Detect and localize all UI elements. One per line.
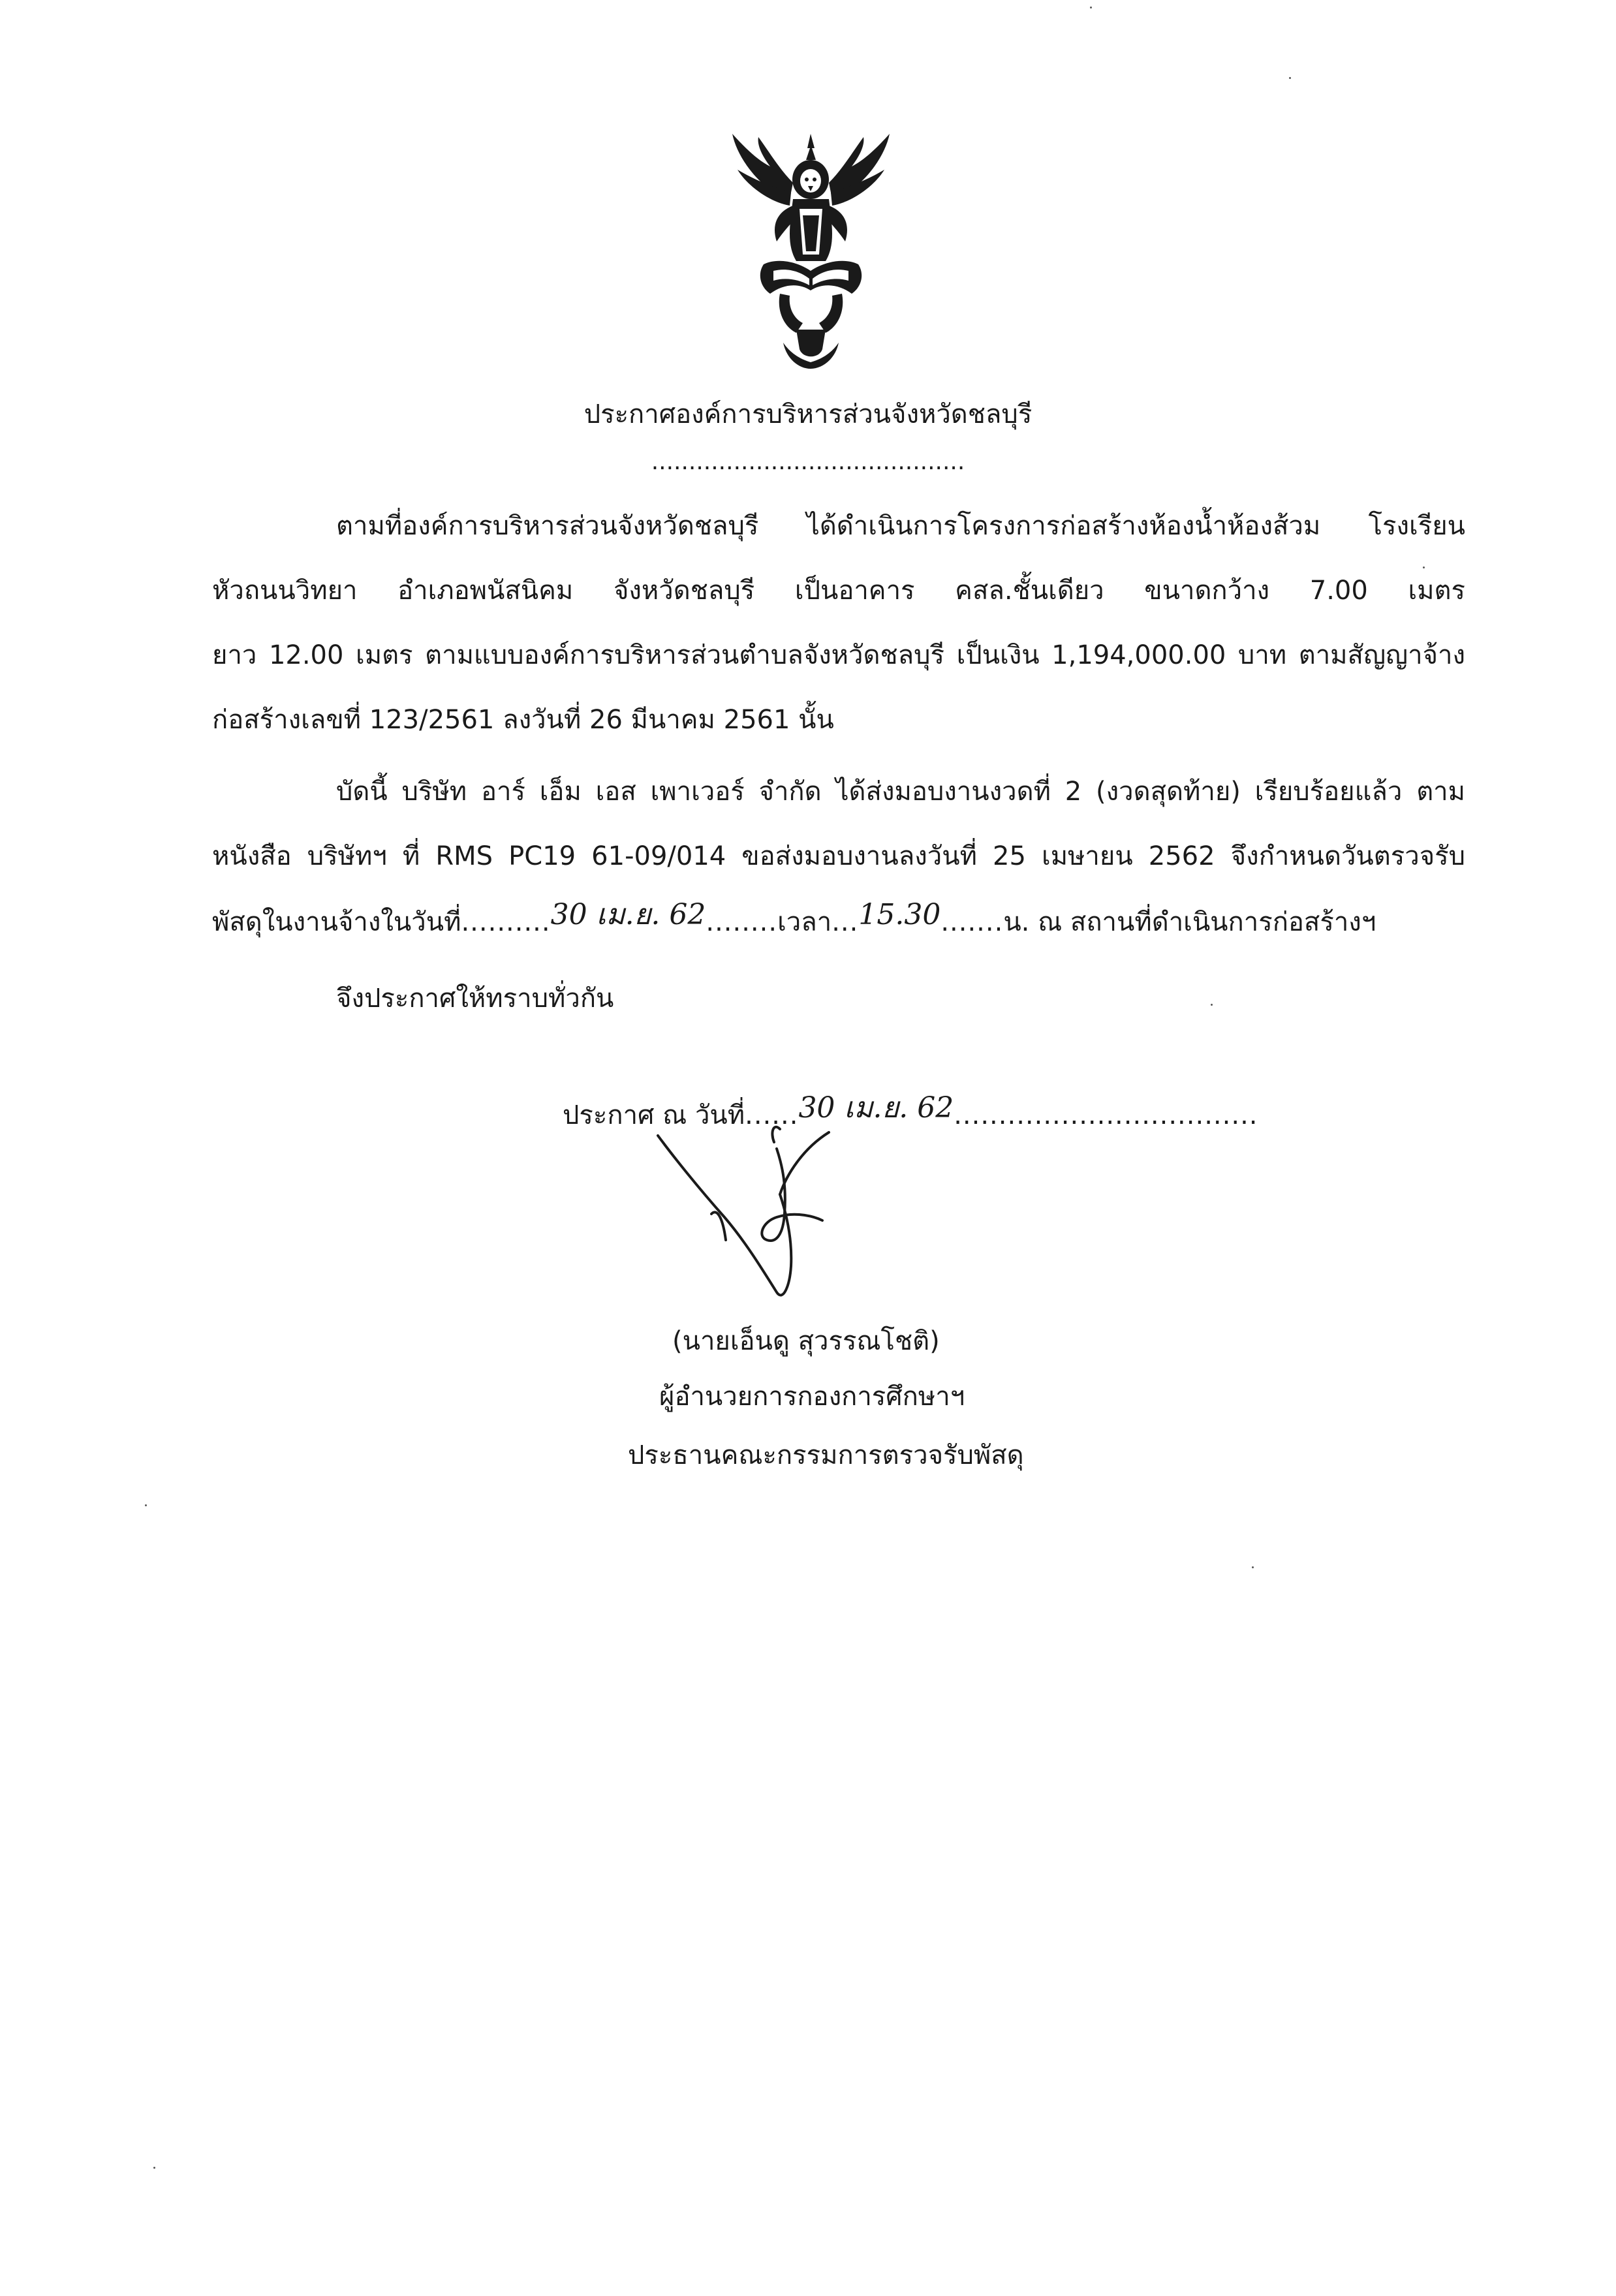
document-title: ประกาศองค์การบริหารส่วนจังหวัดชลบุรี	[583, 399, 1033, 429]
paragraph-2	[212, 760, 1465, 954]
paragraph-1-line-2: หัวถนนวิทยา อำเภอพนัสนิคม จังหวัดชลบุรี เป็นอาคาร คสล.ชั้นเดียว ขนาดกว้าง 7.00 เมตร	[212, 576, 1465, 606]
inspection-time-label: เวลา	[777, 907, 832, 937]
title-underline-dots: ..........................................	[651, 448, 965, 475]
paragraph-2-line-2: หนังสือ บริษัทฯ ที่ RMS PC19 61-09/014 ขอส่งมอบงานลงวันที่ 25 เมษายน 2562 จึงกำหนดวันตรวจรับ	[212, 841, 1465, 871]
announcement-date-label: ประกาศ ณ วันที่	[563, 1100, 745, 1130]
inspection-location: น. ณ สถานที่ดำเนินการก่อสร้างฯ	[1003, 907, 1376, 937]
scan-speck	[1289, 77, 1291, 79]
inspection-date-label: พัสดุในงานจ้างในวันที่	[212, 907, 461, 937]
inspection-date-handwritten: 30 เม.ย. 62	[550, 898, 706, 931]
fill-dots: ...	[831, 907, 859, 937]
signatory-name: (นายเอ็นดู สุวรรณโชติ)	[672, 1326, 940, 1356]
paragraph-1-line-3: ยาว 12.00 เมตร ตามแบบองค์การบริหารส่วนตำบลจังหวัดชลบุรี เป็นเงิน 1,194,000.00 บาท ตามสัญญาจ้าง	[212, 640, 1465, 670]
scan-speck	[1211, 1004, 1213, 1006]
signatory-role: ประธานคณะกรรมการตรวจรับพัสดุ	[628, 1440, 1024, 1470]
scan-speck	[1090, 7, 1092, 8]
signature	[646, 1070, 920, 1338]
scan-speck	[1252, 1566, 1254, 1568]
paragraph-2-line-3	[212, 889, 1465, 954]
scan-speck	[1423, 566, 1425, 568]
scan-speck	[153, 2167, 155, 2169]
announcement-date-handwritten: 30 เม.ย. 62	[798, 1091, 954, 1125]
scan-speck	[145, 1504, 147, 1506]
paragraph-1	[212, 494, 1465, 752]
fill-dots: ..................................	[954, 1100, 1258, 1130]
paragraph-1-line-4: ก่อสร้างเลขที่ 123/2561 ลงวันที่ 26 มีนาคม 2561 นั้น	[212, 705, 834, 735]
inspection-time-handwritten: 15.30	[858, 898, 941, 931]
fill-dots: ......	[745, 1100, 799, 1130]
fill-dots: ........	[706, 907, 778, 937]
closing-statement: จึงประกาศให้ทราบทั่วกัน	[336, 984, 614, 1014]
fill-dots: ..........	[461, 907, 551, 937]
fill-dots: .......	[940, 907, 1004, 937]
paragraph-2-line-1: บัดนี้ บริษัท อาร์ เอ็ม เอส เพาเวอร์ จำกัด ได้ส่งมอบงานงวดที่ 2 (งวดสุดท้าย) เรียบร้อยแล้ว ตาม	[336, 777, 1465, 807]
garuda-emblem	[724, 134, 897, 369]
paragraph-1-line-1: ตามที่องค์การบริหารส่วนจังหวัดชลบุรี ได้ดำเนินการโครงการก่อสร้างห้องน้ำห้องส้วม โรงเรียน	[336, 511, 1465, 541]
signatory-position: ผู้อำนวยการกองการศึกษาฯ	[659, 1382, 965, 1412]
